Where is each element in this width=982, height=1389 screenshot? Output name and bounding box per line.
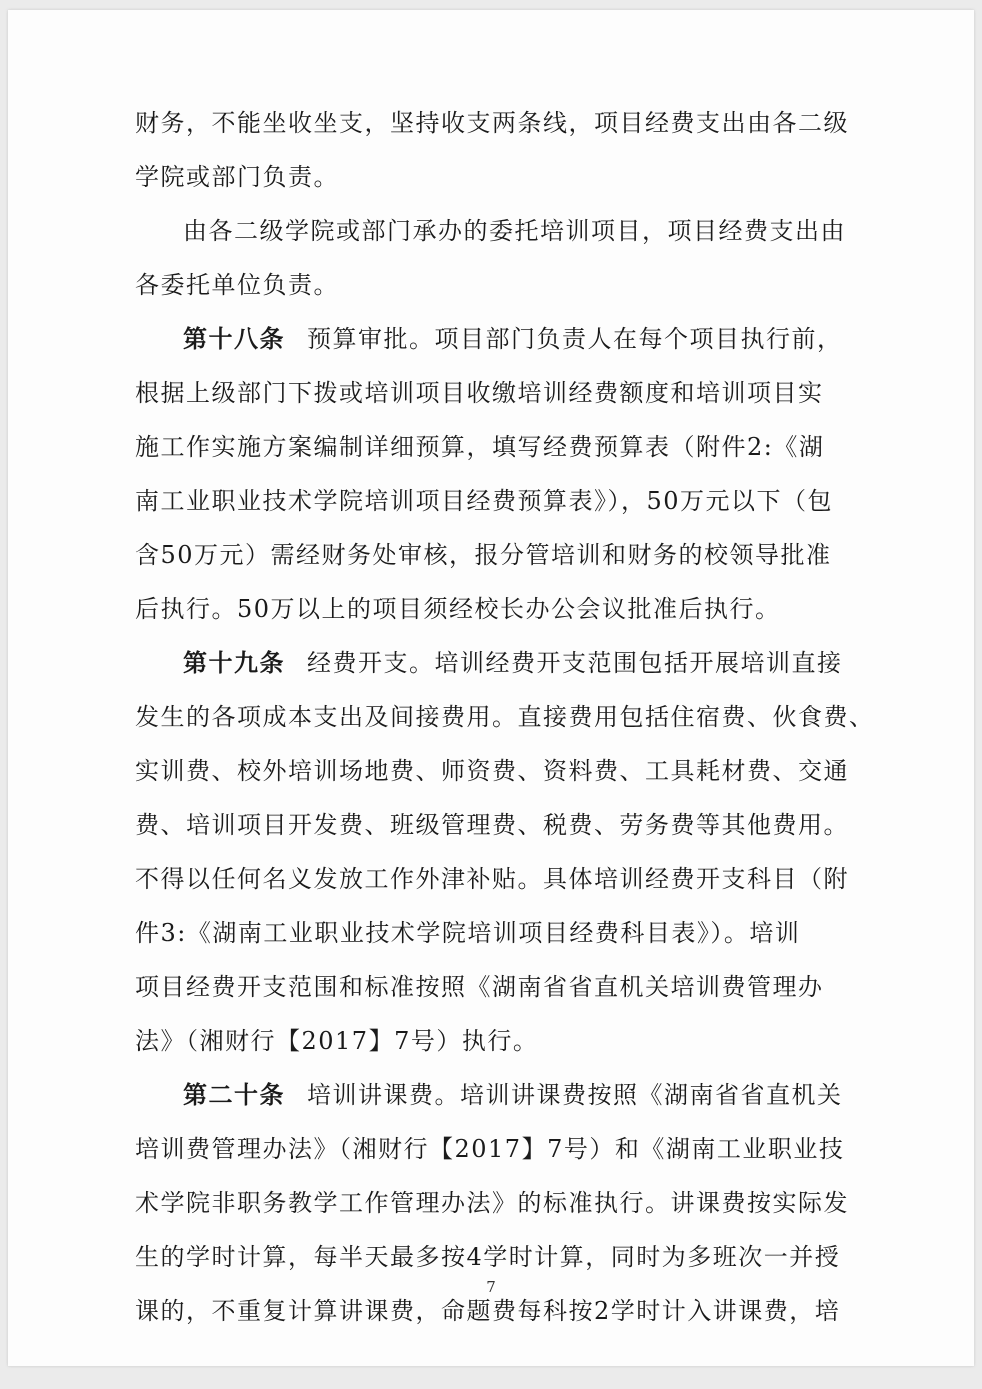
page-number: 7 (486, 1278, 496, 1296)
article-19-text: 经费开支。培训经费开支范围包括开展培训直接 (307, 649, 843, 677)
text-line: 件3:《湖南工业职业技术学院培训项目经费科目表》）。培训 (135, 919, 801, 947)
text-line: 由各二级学院或部门承办的委托培训项目，项目经费支出由 (183, 217, 846, 245)
article-20-heading: 第二十条 (183, 1080, 285, 1109)
article-19-line (135, 636, 860, 690)
text-line: 施工作实施方案编制详细预算，填写经费预算表（附件2:《湖 (135, 433, 825, 461)
text-line: 根据上级部门下拨或培训项目收缴培训经费额度和培训项目实 (135, 379, 824, 407)
article-20-text: 培训讲课费。培训讲课费按照《湖南省省直机关 (307, 1081, 843, 1109)
text-line: 项目经费开支范围和标准按照《湖南省省直机关培训费管理办 (135, 973, 824, 1001)
text-line: 发生的各项成本支出及间接费用。直接费用包括住宿费、伙食费、 (135, 703, 875, 731)
text-line: 费、培训项目开发费、班级管理费、税费、劳务费等其他费用。 (135, 811, 849, 839)
article-20-line (135, 1068, 860, 1122)
text-line: 后执行。50万以上的项目须经校长办公会议批准后执行。 (135, 595, 781, 623)
text-line: 各委托单位负责。 (135, 271, 339, 299)
text-line: 学院或部门负责。 (135, 163, 339, 191)
article-19-heading: 第十九条 (183, 648, 285, 677)
article-18-text: 预算审批。项目部门负责人在每个项目执行前， (307, 325, 843, 353)
text-line: 法》（湘财行【2017】7号）执行。 (135, 1027, 539, 1055)
text-line: 不得以任何名义发放工作外津补贴。具体培训经费开支科目（附 (135, 865, 849, 893)
text-line: 实训费、校外培训场地费、师资费、资料费、工具耗材费、交通 (135, 757, 849, 785)
text-line: 财务，不能坐收坐支，坚持收支两条线，项目经费支出由各二级 (135, 109, 849, 137)
text-line: 术学院非职务教学工作管理办法》的标准执行。讲课费按实际发 (135, 1189, 849, 1217)
document-page (8, 10, 974, 1366)
document-body (135, 96, 875, 1338)
text-line: 培训费管理办法》（湘财行【2017】7号）和《湖南工业职业技 (135, 1135, 845, 1163)
text-line: 含50万元）需经财务处审核，报分管培训和财务的校领导批准 (135, 541, 832, 569)
text-line: 课的，不重复计算讲课费，命题费每科按2学时计入讲课费，培 (135, 1297, 841, 1325)
text-line: 南工业职业技术学院培训项目经费预算表》），50万元以下（包 (135, 487, 834, 515)
text-line: 生的学时计算，每半天最多按4学时计算，同时为多班次一并授 (135, 1243, 841, 1271)
article-18-line (135, 312, 860, 366)
article-18-heading: 第十八条 (183, 324, 285, 353)
